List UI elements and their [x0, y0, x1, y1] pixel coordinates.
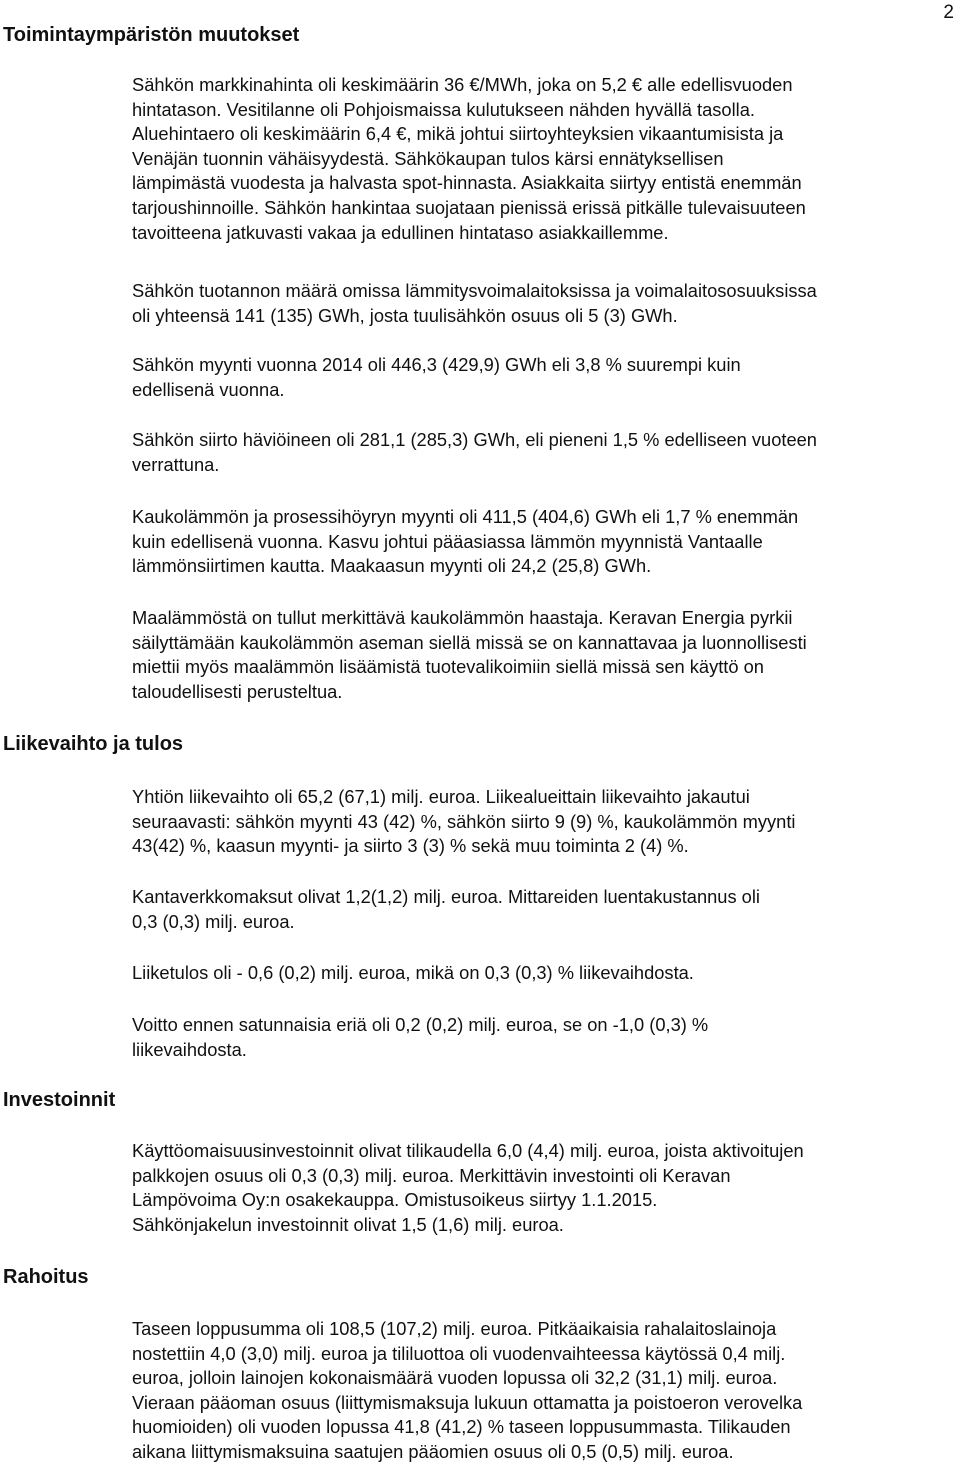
paragraph-markkinahinta: Sähkön markkinahinta oli keskimäärin 36 €/MWh, joka on 5,2 € alle edellisvuoden hintatason. Vesitilanne oli Pohjoismaissa kulutukseen nähden hyvällä tasolla. Aluehintaero oli keskimäärin 6,4 €, mikä johtui siirtoyhteyksien vikaantumisista ja Venäjän tuonnin vähäisyydestä. Sähkökaupan tulos kärsi ennätyksellisen lämpimästä vuodesta ja halvasta spot-hinnasta. Asiakkaita siirtyy entistä enemmän tarjoushinnoille. Sähkön hankintaa suojataan pienissä erissä pitkälle tulevaisuuteen tavoitteena jatkuvasti vakaa ja edullinen hintataso asiakkaillemme.	[132, 74, 806, 243]
paragraph-tuotanto: Sähkön tuotannon määrä omissa lämmitysvoimalaitoksissa ja voimalaitososuuksissa oli yhteensä 141 (135) GWh, josta tuulisähkön osuus oli 5 (3) GWh.	[132, 280, 817, 326]
paragraph-rahoitus: Taseen loppusumma oli 108,5 (107,2) milj. euroa. Pitkäaikaisia rahalaitoslainoja nostettiin 4,0 (3,0) milj. euroa ja tililuottoa oli vuodenvaihteessa käytössä 0,4 milj. euroa, jolloin lainojen kokonaismäärä vuoden lopussa oli 32,2 (31,1) milj. euroa. Vieraan pääoman osuus (liittymismaksuja lukuun ottamatta ja poistoeron verovelka huomioiden) oli vuoden lopussa 41,8 (41,2) % taseen loppusummasta. Tilikauden aikana liittymismaksuina saatujen pääomien osuus oli 0,5 (0,5) milj. euroa.	[132, 1318, 803, 1462]
page-number: 2	[943, 2, 954, 23]
paragraph-siirto: Sähkön siirto häviöineen oli 281,1 (285,3) GWh, eli pieneni 1,5 % edelliseen vuoteen verrattuna.	[132, 429, 817, 475]
paragraph-investoinnit: Käyttöomaisuusinvestoinnit olivat tilikaudella 6,0 (4,4) milj. euroa, joista aktivoitujen palkkojen osuus oli 0,3 (0,3) milj. euroa. Merkittävin investointi oli Keravan Lämpövoima Oy:n osakekauppa. Omistusoikeus siirtyy 1.1.2015. Sähkönjakelun investoinnit olivat 1,5 (1,6) milj. euroa.	[132, 1140, 804, 1235]
paragraph-liiketulos: Liiketulos oli - 0,6 (0,2) milj. euroa, mikä on 0,3 (0,3) % liikevaihdosta.	[132, 962, 694, 983]
paragraph-voitto: Voitto ennen satunnaisia eriä oli 0,2 (0,2) milj. euroa, se on -1,0 (0,3) % liikevaihdosta.	[132, 1014, 709, 1060]
paragraph-myynti: Sähkön myynti vuonna 2014 oli 446,3 (429,9) GWh eli 3,8 % suurempi kuin edellisenä vuonna.	[132, 354, 741, 400]
heading-investoinnit: Investoinnit	[3, 1089, 116, 1111]
paragraph-maalampo: Maalämmöstä on tullut merkittävä kaukolämmön haastaja. Keravan Energia pyrkii säilyttämään kaukolämmön aseman siellä missä se on kannattavaa ja luonnollisesti miettii myös maalämmön lisäämistä tuotevalikoimiin siellä missä sen käyttö on taloudellisesti perusteltua.	[132, 607, 807, 702]
paragraph-kantaverkkomaksut: Kantaverkkomaksut olivat 1,2(1,2) milj. euroa. Mittareiden luentakustannus oli 0,3 (0,3) milj. euroa.	[132, 886, 760, 932]
paragraph-liikevaihto: Yhtiön liikevaihto oli 65,2 (67,1) milj. euroa. Liikealueittain liikevaihto jakautui seuraavasti: sähkön myynti 43 (42) %, sähkön siirto 9 (9) %, kaukolämmön myynti 43(42) %, kaasun myynti- ja siirto 3 (3) % sekä muu toiminta 2 (4) %.	[132, 786, 796, 857]
heading-toimintaymparisto: Toimintaympäristön muutokset	[3, 24, 300, 46]
heading-rahoitus: Rahoitus	[3, 1266, 89, 1288]
paragraph-kaukolampo: Kaukolämmön ja prosessihöyryn myynti oli 411,5 (404,6) GWh eli 1,7 % enemmän kuin edellisenä vuonna. Kasvu johtui pääasiassa lämmön myynnistä Vantaalle lämmönsiirtimen kautta. Maakaasun myynti oli 24,2 (25,8) GWh.	[132, 506, 799, 577]
heading-liikevaihto: Liikevaihto ja tulos	[3, 733, 184, 755]
